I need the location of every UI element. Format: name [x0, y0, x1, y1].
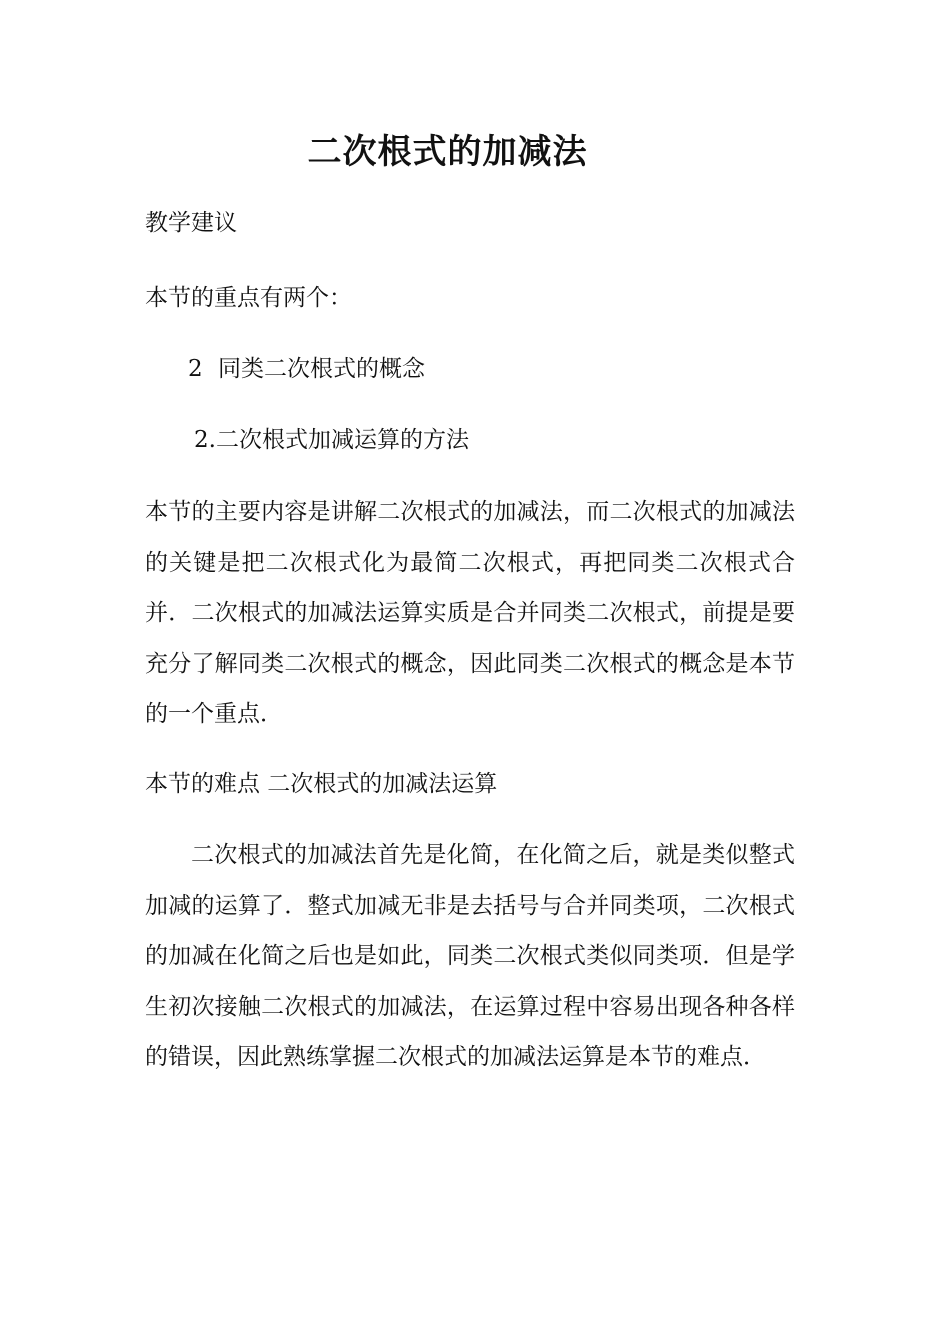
document-title: 二次根式的加减法 [307, 132, 588, 172]
focus-intro: 本节的重点有两个： [145, 285, 352, 311]
focus-item-1 [188, 352, 425, 386]
focus-item-text: 同类二次根式的概念 [218, 356, 425, 382]
difficulty-line: 本节的难点 二次根式的加减法运算 [145, 771, 498, 797]
section-heading: 教学建议 [145, 210, 237, 236]
focus-item-number: 2 [188, 356, 203, 382]
focus-item-text: 二次根式加减运算的方法 [215, 427, 469, 453]
focus-item-2 [194, 423, 469, 457]
difficulty-paragraph: 二次根式的加减法首先是化简，在化简之后，就是类似整式加减的运算了．整式加减无非是去括号与合并同类项，二次根式的加减在化简之后也是如此，同类二次根式类似同类项．但是学生初次接触二次根式的加减法，在运算过程中容易出现各种各样的错误，因此熟练掌握二次根式的加减法运算是本节的难点． [145, 842, 795, 1070]
main-paragraph: 本节的主要内容是讲解二次根式的加减法，而二次根式的加减法的关键是把二次根式化为最简二次根式，再把同类二次根式合并．二次根式的加减法运算实质是合并同类二次根式，前提是要充分了解同类二次根式的概念，因此同类二次根式的概念是本节的一个重点． [145, 499, 795, 727]
focus-item-number: 2. [194, 427, 216, 453]
